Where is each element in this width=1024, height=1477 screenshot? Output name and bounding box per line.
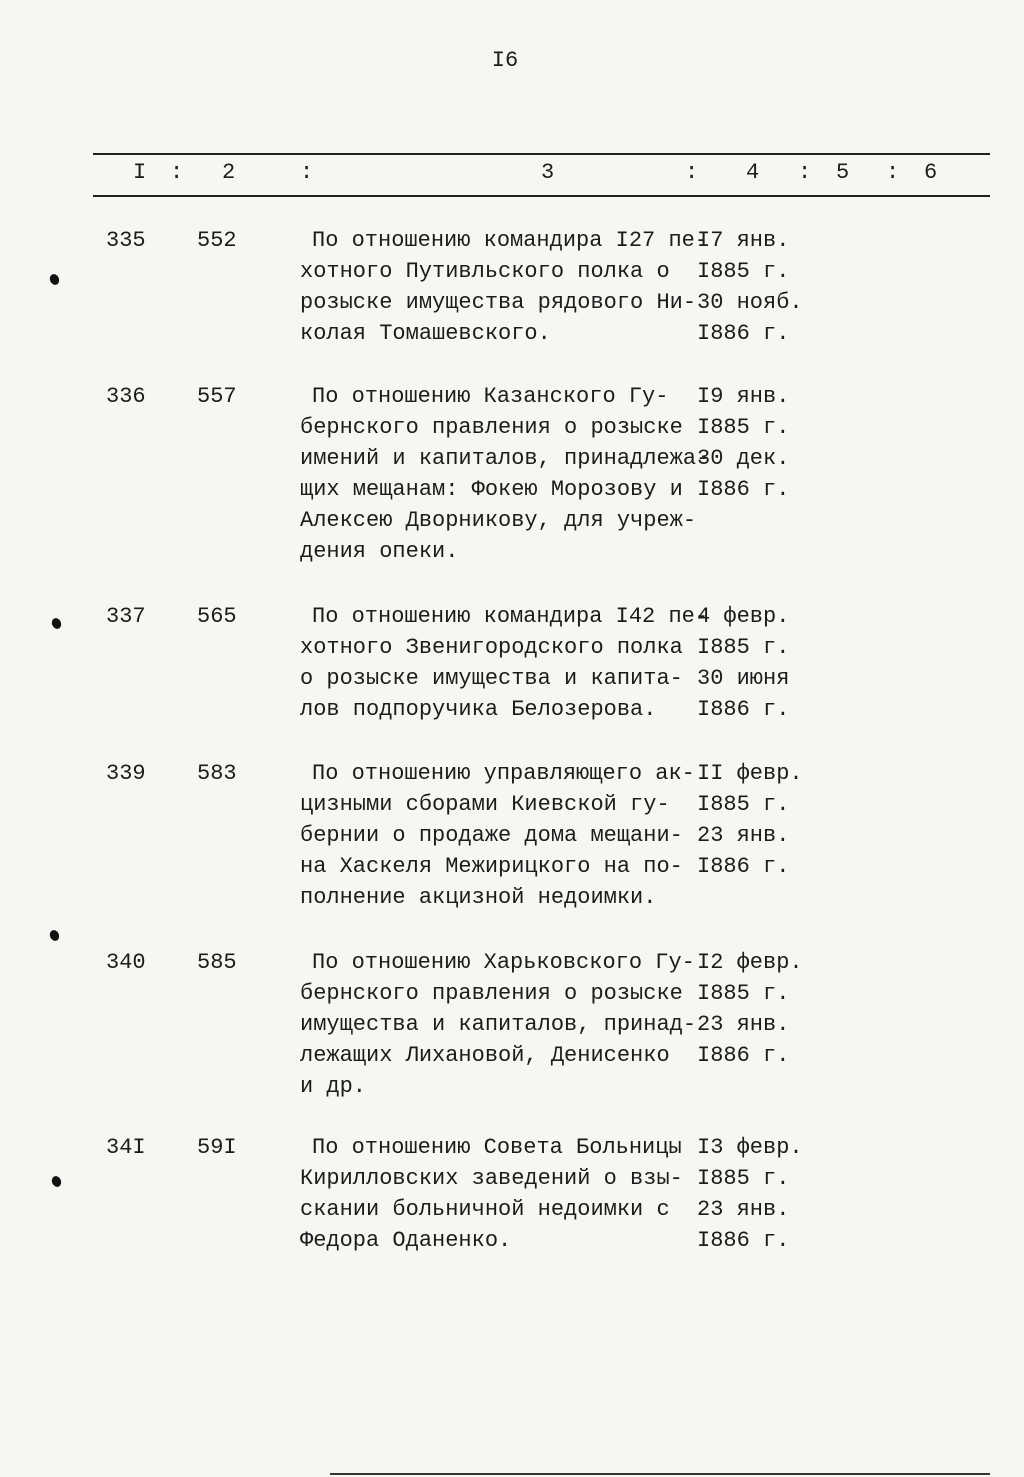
date-line: 30 дек. bbox=[697, 446, 790, 471]
date-line: I7 янв. bbox=[697, 228, 790, 253]
description-line: Федора Оданенко. bbox=[300, 1228, 512, 1253]
entry-code: 552 bbox=[197, 228, 237, 253]
description-line: По отношению управляющего ак- bbox=[312, 761, 695, 786]
punch-hole-mark bbox=[50, 617, 63, 631]
date-line: I886 г. bbox=[697, 1228, 790, 1253]
date-line: I885 г. bbox=[697, 981, 790, 1006]
entry-code: 557 bbox=[197, 384, 237, 409]
description-line: на Хаскеля Межирицкого на по- bbox=[300, 854, 683, 879]
header-col-3: 3 bbox=[541, 160, 555, 185]
description-line: имущества и капиталов, принад- bbox=[300, 1012, 697, 1037]
header-separator: : bbox=[170, 160, 184, 185]
date-line: I886 г. bbox=[697, 477, 790, 502]
date-line: I885 г. bbox=[697, 635, 790, 660]
entry-number: 340 bbox=[106, 950, 146, 975]
entry-description bbox=[300, 947, 700, 1102]
description-line: По отношению Казанского Гу- bbox=[312, 384, 669, 409]
description-line: хотного Звенигородского полка bbox=[300, 635, 683, 660]
entry-description bbox=[300, 601, 709, 725]
header-separator: : bbox=[886, 160, 900, 185]
header-col-1: I bbox=[133, 160, 147, 185]
entry-dates bbox=[697, 947, 807, 1071]
description-line: бернии о продаже дома мещани- bbox=[300, 823, 683, 848]
entry-dates bbox=[697, 381, 807, 505]
description-line: щих мещанам: Фокею Морозову и bbox=[300, 477, 683, 502]
entry-description bbox=[300, 1132, 700, 1256]
entry-description bbox=[300, 381, 710, 567]
date-line: 23 янв. bbox=[697, 1012, 790, 1037]
date-line: I886 г. bbox=[697, 854, 790, 879]
entry-number: 337 bbox=[106, 604, 146, 629]
entry-dates bbox=[697, 601, 807, 725]
description-line: дения опеки. bbox=[300, 539, 459, 564]
punch-hole-mark bbox=[50, 1175, 63, 1189]
entry-dates bbox=[697, 225, 807, 349]
punch-hole-mark bbox=[48, 929, 61, 943]
date-line: 23 янв. bbox=[697, 823, 790, 848]
header-col-5: 5 bbox=[836, 160, 850, 185]
description-line: Алексею Дворникову, для учреж- bbox=[300, 508, 697, 533]
date-line: I886 г. bbox=[697, 321, 790, 346]
description-line: колая Томашевского. bbox=[300, 321, 551, 346]
description-line: лов подпоручика Белозерова. bbox=[300, 697, 657, 722]
description-line: По отношению Совета Больницы bbox=[312, 1135, 682, 1160]
entry-description bbox=[300, 225, 709, 349]
entry-dates bbox=[697, 758, 807, 882]
entry-number: 335 bbox=[106, 228, 146, 253]
page-number: I6 bbox=[491, 48, 519, 73]
entry-code: 583 bbox=[197, 761, 237, 786]
header-separator: : bbox=[685, 160, 699, 185]
date-line: I2 февр. bbox=[697, 950, 803, 975]
description-line: По отношению командира I27 пе- bbox=[312, 228, 709, 253]
description-line: полнение акцизной недоимки. bbox=[300, 885, 657, 910]
date-line: 30 нояб. bbox=[697, 290, 803, 315]
header-col-4: 4 bbox=[746, 160, 760, 185]
description-line: лежащих Лихановой, Денисенко bbox=[300, 1043, 670, 1068]
entry-code: 585 bbox=[197, 950, 237, 975]
header-col-6: 6 bbox=[924, 160, 938, 185]
description-line: По отношению Харьковского Гу- bbox=[312, 950, 695, 975]
date-line: I886 г. bbox=[697, 697, 790, 722]
header-separator: : bbox=[798, 160, 812, 185]
date-line: I886 г. bbox=[697, 1043, 790, 1068]
table-header bbox=[0, 160, 1024, 190]
entry-dates bbox=[697, 1132, 807, 1256]
date-line: 4 февр. bbox=[697, 604, 790, 629]
entry-description bbox=[300, 758, 700, 913]
date-line: I885 г. bbox=[697, 259, 790, 284]
entry-code: 565 bbox=[197, 604, 237, 629]
description-line: бернского правления о розыске bbox=[300, 415, 683, 440]
date-line: I9 янв. bbox=[697, 384, 790, 409]
entry-code: 59I bbox=[197, 1135, 237, 1160]
entry-number: 336 bbox=[106, 384, 146, 409]
date-line: I885 г. bbox=[697, 792, 790, 817]
description-line: хотного Путивльского полка о bbox=[300, 259, 670, 284]
date-line: II февр. bbox=[697, 761, 803, 786]
date-line: 30 июня bbox=[697, 666, 790, 691]
description-line: бернского правления о розыске bbox=[300, 981, 683, 1006]
description-line: Кирилловских заведений о взы- bbox=[300, 1166, 683, 1191]
entry-number: 339 bbox=[106, 761, 146, 786]
description-line: скании больничной недоимки с bbox=[300, 1197, 670, 1222]
description-line: По отношению командира I42 пе- bbox=[312, 604, 709, 629]
header-col-2: 2 bbox=[222, 160, 236, 185]
date-line: I3 февр. bbox=[697, 1135, 803, 1160]
description-line: и др. bbox=[300, 1074, 367, 1099]
punch-hole-mark bbox=[48, 273, 61, 287]
date-line: I885 г. bbox=[697, 415, 790, 440]
entry-number: 34I bbox=[106, 1135, 146, 1160]
description-line: имений и капиталов, принадлежа- bbox=[300, 446, 710, 471]
header-separator: : bbox=[300, 160, 314, 185]
date-line: I885 г. bbox=[697, 1166, 790, 1191]
description-line: о розыске имущества и капита- bbox=[300, 666, 683, 691]
header-bottom-rule bbox=[93, 195, 990, 197]
description-line: розыске имущества рядового Ни- bbox=[300, 290, 697, 315]
description-line: цизными сборами Киевской гу- bbox=[300, 792, 670, 817]
bottom-rule bbox=[330, 1473, 990, 1475]
header-top-rule bbox=[93, 153, 990, 155]
date-line: 23 янв. bbox=[697, 1197, 790, 1222]
